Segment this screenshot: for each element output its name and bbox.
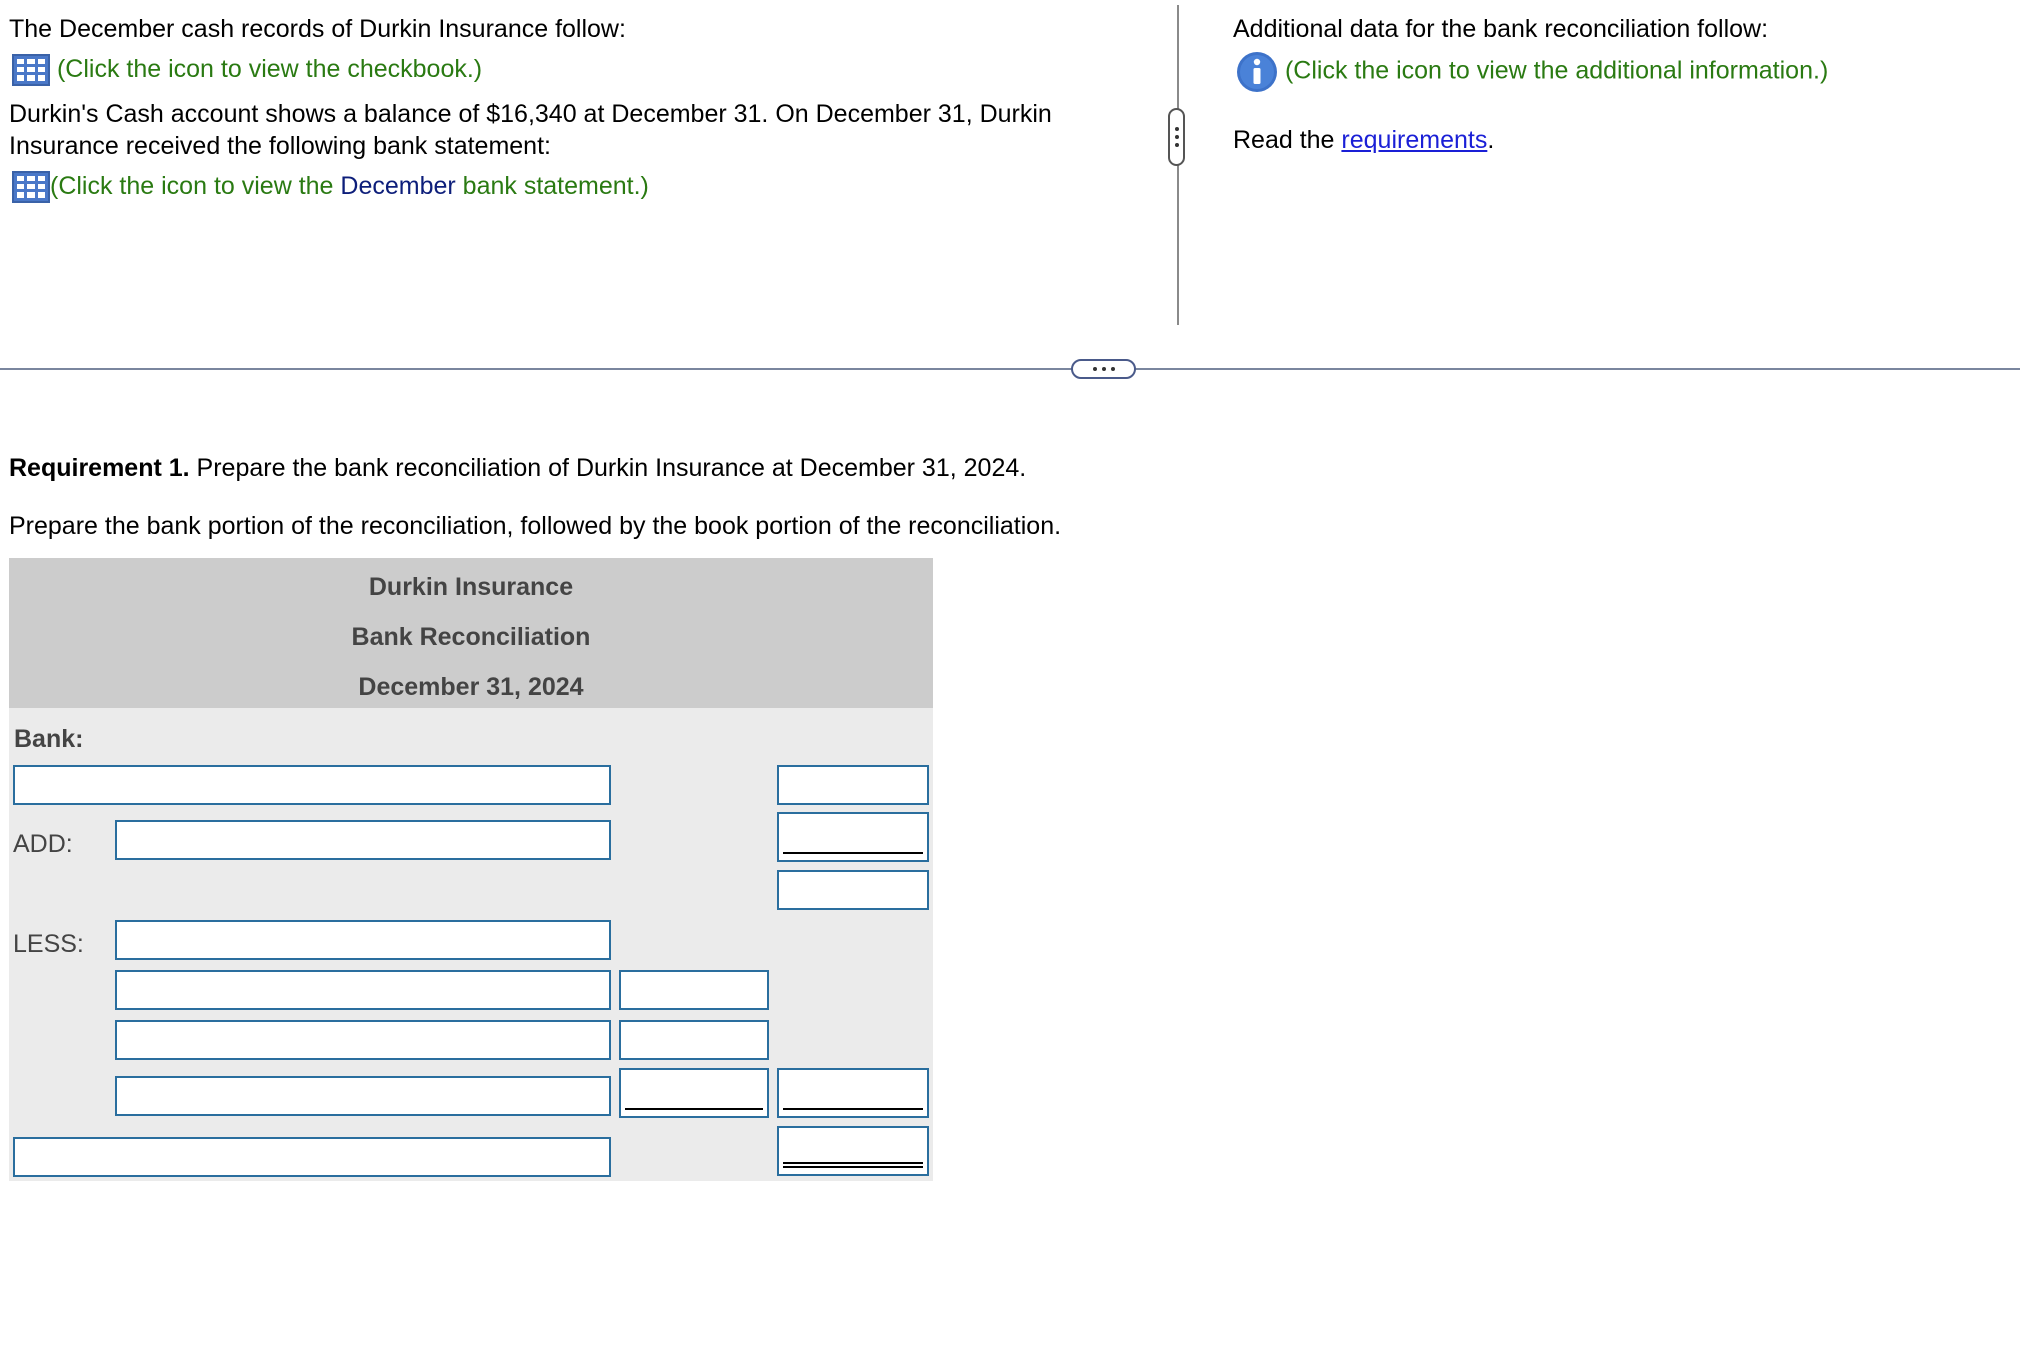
additional-data-intro: Additional data for the bank reconciliation follow: <box>1233 15 1769 43</box>
less-total-input[interactable] <box>777 1068 929 1118</box>
reconciliation-body <box>9 708 933 1181</box>
amount-input[interactable] <box>621 1022 767 1058</box>
table-grid-icon[interactable] <box>12 54 50 86</box>
bank-subtotal-input[interactable] <box>777 870 929 910</box>
statement-link-month[interactable]: December <box>340 172 456 200</box>
horizontal-resize-handle[interactable] <box>1071 359 1136 379</box>
additional-info-link[interactable] <box>1236 51 1828 93</box>
adjusted-bank-balance-amount-input[interactable] <box>777 1126 929 1176</box>
requirement-instruction: Prepare the bank portion of the reconciliation, followed by the book portion of the reconciliation. <box>9 512 1062 540</box>
less-item-input-3[interactable] <box>115 1020 611 1060</box>
vertical-resize-handle[interactable] <box>1168 108 1185 166</box>
checkbook-intro: The December cash records of Durkin Insurance follow: <box>9 15 626 43</box>
less-amount-input-4[interactable] <box>619 1068 769 1118</box>
requirement-heading <box>9 452 1026 484</box>
company-name: Durkin Insurance <box>368 573 574 601</box>
text-input[interactable] <box>15 1139 609 1175</box>
less-amount-input-2[interactable] <box>619 970 769 1010</box>
bank-balance-amount-input[interactable] <box>777 765 929 805</box>
amount-input[interactable] <box>779 1070 927 1116</box>
less-amount-input-3[interactable] <box>619 1020 769 1060</box>
add-item-input[interactable] <box>115 820 611 860</box>
adjusted-bank-balance-label-input[interactable] <box>13 1137 611 1177</box>
add-label: ADD: <box>13 830 73 858</box>
table-grid-icon[interactable] <box>12 171 50 203</box>
info-icon[interactable] <box>1236 51 1278 93</box>
requirement-label: Requirement 1. <box>9 454 190 482</box>
amount-input[interactable] <box>779 767 927 803</box>
requirements-link[interactable]: requirements <box>1341 126 1488 154</box>
read-suffix: . <box>1487 126 1495 154</box>
balance-text-line2: Insurance received the following bank statement: <box>9 132 551 160</box>
bank-label: Bank: <box>14 725 84 753</box>
statement-link-text-2[interactable]: bank statement.) <box>455 172 649 200</box>
statement-date: December 31, 2024 <box>358 673 584 701</box>
amount-input[interactable] <box>621 972 767 1008</box>
text-input[interactable] <box>117 1022 609 1058</box>
bank-balance-label-input[interactable] <box>13 765 611 805</box>
bank-statement-link[interactable] <box>12 170 649 203</box>
statement-title: Bank Reconciliation <box>351 623 591 651</box>
text-input[interactable] <box>117 1078 609 1114</box>
requirement-text: Prepare the bank reconciliation of Durkin Insurance at December 31, 2024. <box>189 454 1027 482</box>
additional-info-link-text[interactable]: (Click the icon to view the additional information.) <box>1284 56 1829 85</box>
text-input[interactable] <box>15 767 609 803</box>
amount-input[interactable] <box>779 814 927 860</box>
checkbook-link[interactable] <box>12 53 482 86</box>
add-amount-input[interactable] <box>777 812 929 862</box>
text-input[interactable] <box>117 972 609 1008</box>
text-input[interactable] <box>117 822 609 858</box>
amount-input[interactable] <box>621 1070 767 1116</box>
less-item-input-4[interactable] <box>115 1076 611 1116</box>
less-item-input-2[interactable] <box>115 970 611 1010</box>
checkbook-link-text[interactable]: (Click the icon to view the checkbook.) <box>56 55 483 83</box>
amount-input[interactable] <box>779 1128 927 1174</box>
balance-text-line1: Durkin's Cash account shows a balance of $16,340 at December 31. On December 31, Durkin <box>9 100 1052 128</box>
read-prefix: Read the <box>1233 126 1342 154</box>
reconciliation-header <box>9 558 933 708</box>
read-requirements <box>1233 124 1494 156</box>
amount-input[interactable] <box>779 872 927 908</box>
less-label: LESS: <box>13 930 84 958</box>
less-item-input-1[interactable] <box>115 920 611 960</box>
text-input[interactable] <box>117 922 609 958</box>
horizontal-divider <box>0 368 2020 370</box>
statement-link-text-1[interactable]: (Click the icon to view the <box>50 172 341 200</box>
